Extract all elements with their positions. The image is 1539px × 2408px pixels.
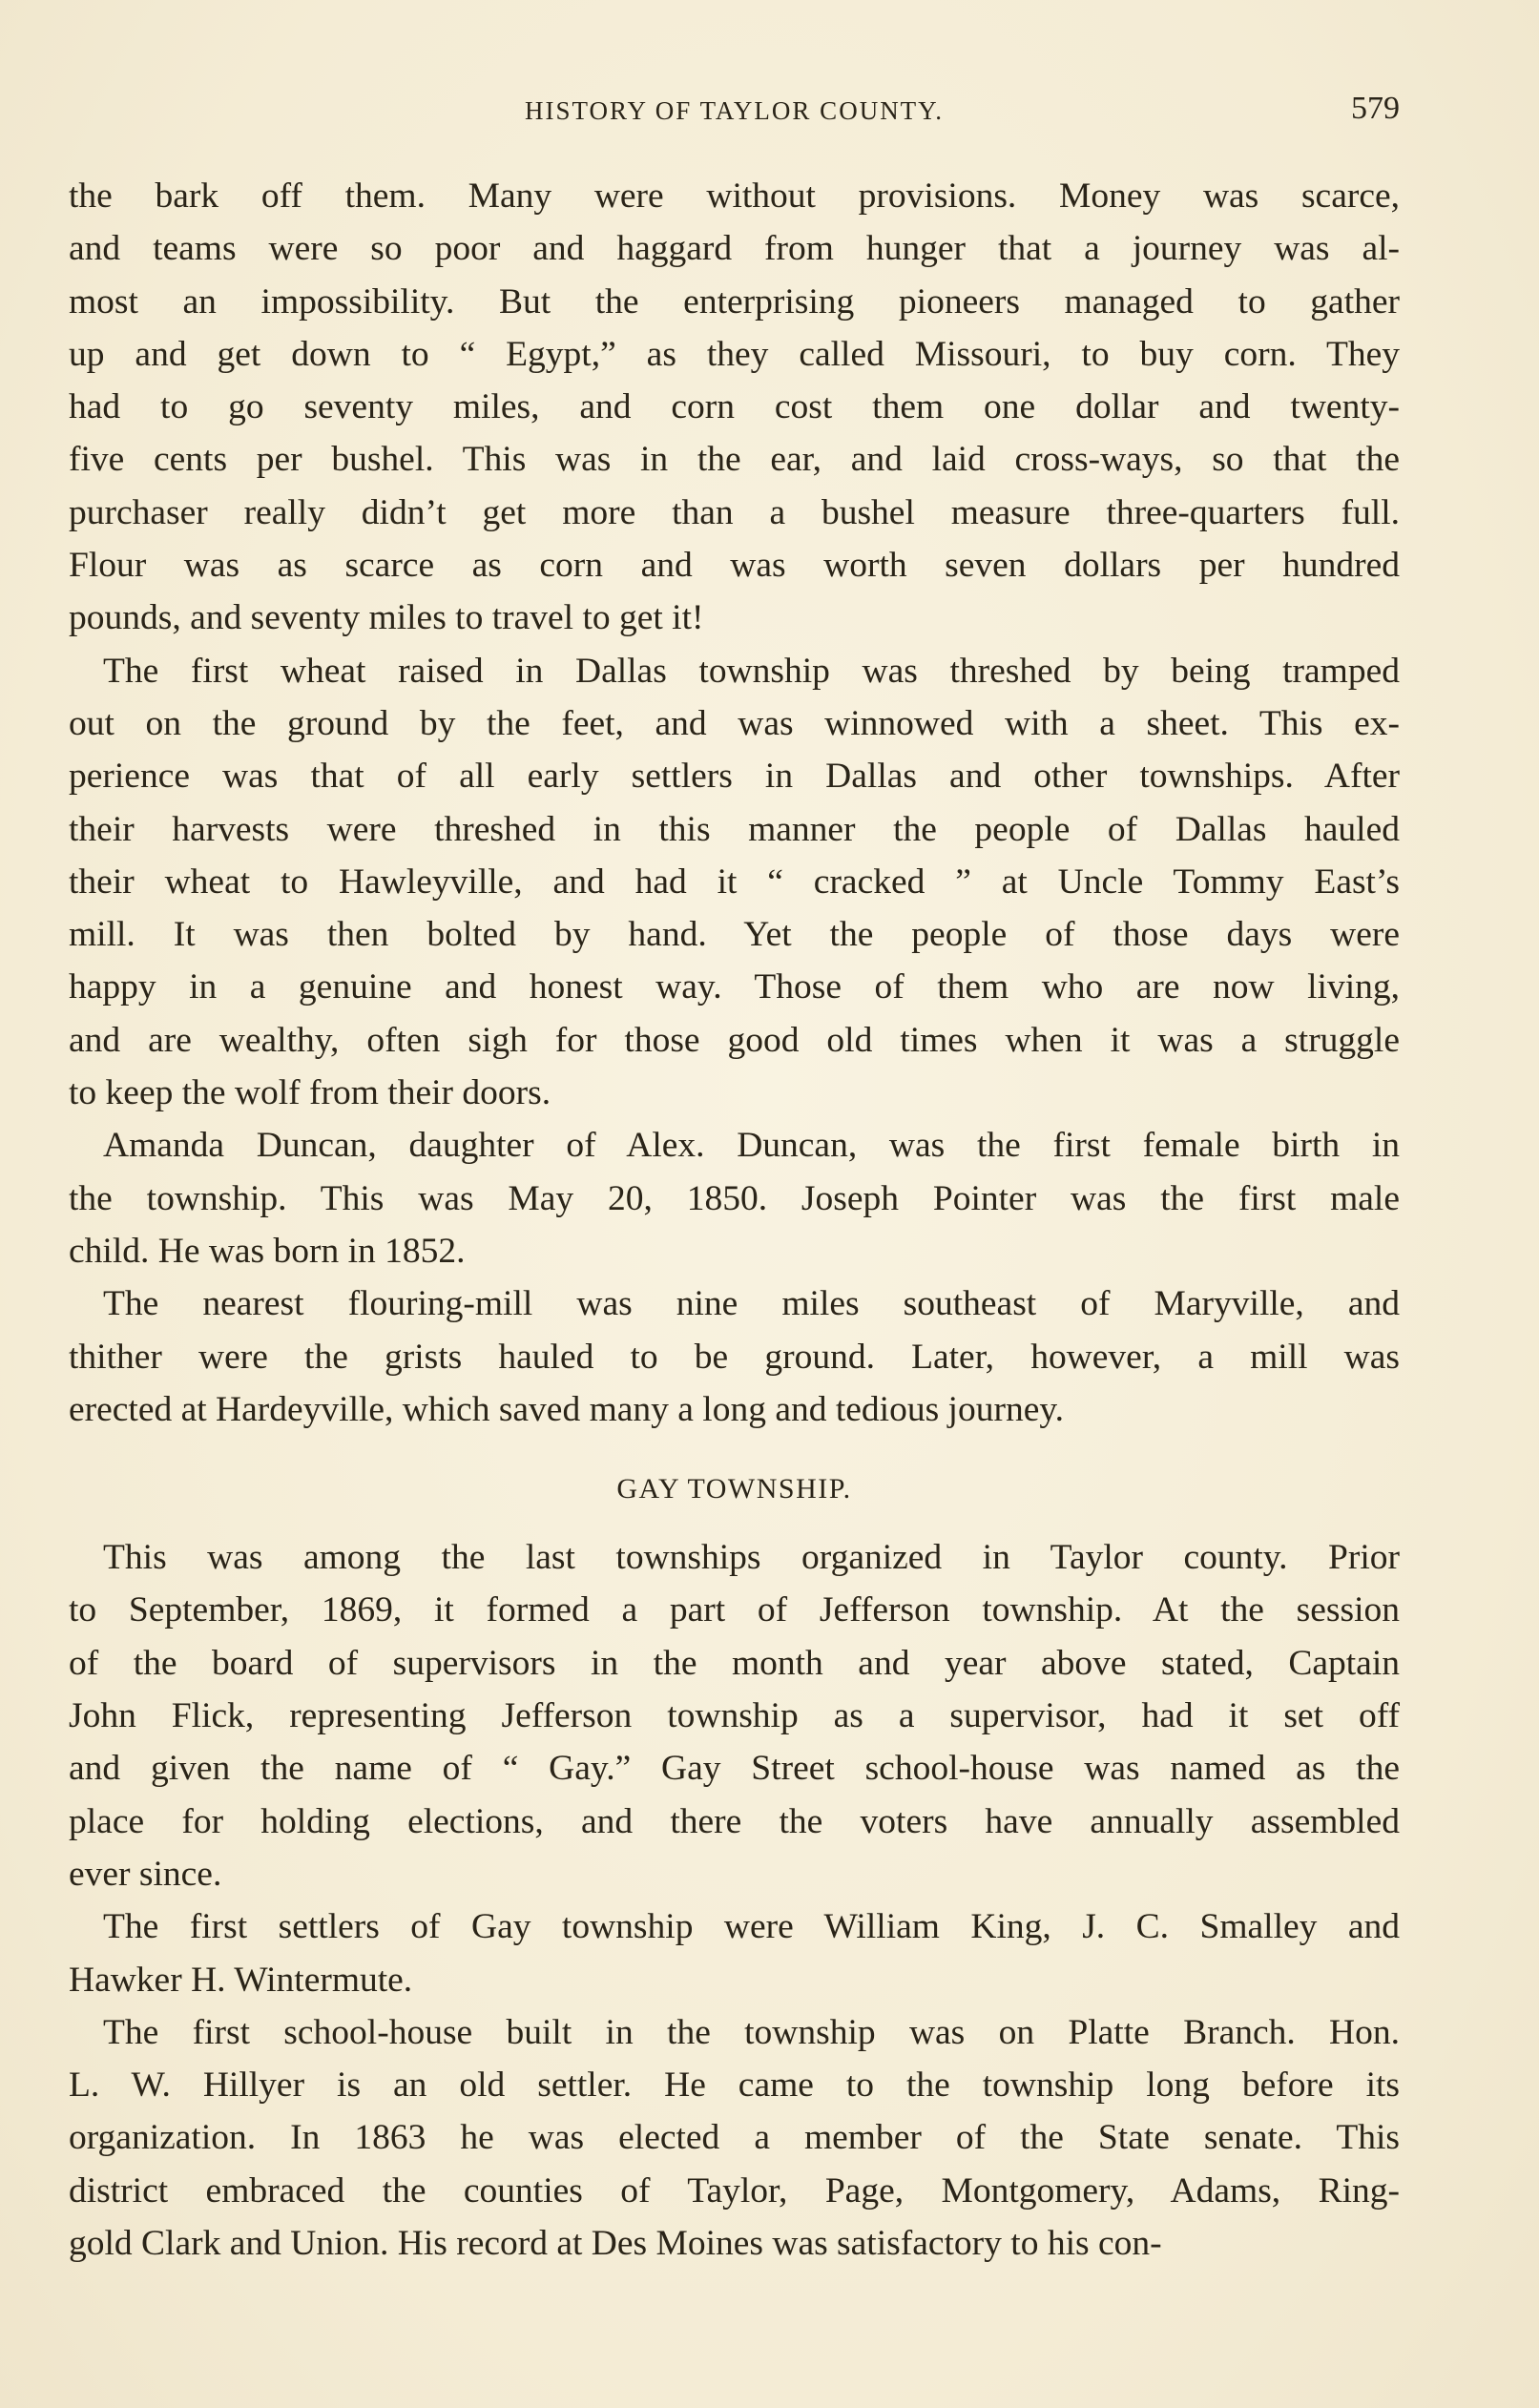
text-line: mill. It was then bolted by hand. Yet the people of those days were <box>69 915 1400 955</box>
text-line: of the board of supervisors in the month and year above stated, Captain <box>69 1643 1400 1683</box>
paragraph-school-house <box>69 2006 1400 2270</box>
paragraph-continued-bark <box>69 170 1400 645</box>
page-number: 579 <box>1351 91 1400 126</box>
text-line: perience was that of all early settlers in Dallas and other townships. After <box>69 757 1400 797</box>
text-line: five cents per bushel. This was in the ear, and laid cross-ways, so that the <box>69 440 1400 480</box>
text-line: thither were the grists hauled to be ground. Later, however, a mill was <box>69 1337 1400 1377</box>
text-line: organization. In 1863 he was elected a member of the State senate. This <box>69 2118 1400 2158</box>
text-line: Flour was as scarce as corn and was worth seven dollars per hundred <box>69 546 1400 586</box>
section-heading: GAY TOWNSHIP. <box>616 1473 852 1505</box>
text-line: out on the ground by the feet, and was winnowed with a sheet. This ex- <box>69 703 1400 743</box>
running-title: HISTORY OF TAYLOR COUNTY. <box>525 96 944 125</box>
text-line: gold Clark and Union. His record at Des Moines was satisfactory to his con- <box>69 2223 1162 2263</box>
text-line: up and get down to “ Egypt,” as they called Missouri, to buy corn. They <box>69 334 1400 374</box>
paragraph-first-wheat <box>69 645 1400 1120</box>
text-line: happy in a genuine and honest way. Those of them who are now living, <box>69 967 1400 1007</box>
text-line: and are wealthy, often sigh for those good old times when it was a struggle <box>69 1020 1400 1060</box>
body-text <box>69 170 1400 2270</box>
running-head <box>69 92 1400 139</box>
text-line: L. W. Hillyer is an old settler. He came to the township long before its <box>69 2065 1400 2106</box>
text-line: John Flick, representing Jefferson township as a supervisor, had it set off <box>69 1696 1400 1736</box>
text-line: The first settlers of Gay township were William King, J. C. Smalley and <box>103 1907 1400 1947</box>
text-line: the bark off them. Many were without provisions. Money was scarce, <box>69 176 1400 216</box>
text-line: the township. This was May 20, 1850. Joseph Pointer was the first male <box>69 1178 1400 1218</box>
text-line: Amanda Duncan, daughter of Alex. Duncan, was the first female birth in <box>103 1126 1400 1166</box>
text-line: pounds, and seventy miles to travel to get it! <box>69 598 704 638</box>
text-line: purchaser really didn’t get more than a bushel measure three-quarters full. <box>69 492 1400 532</box>
text-line: to September, 1869, it formed a part of Jefferson township. At the session <box>69 1590 1400 1630</box>
text-line: ever since. <box>69 1854 222 1894</box>
paragraph-flouring-mill <box>69 1277 1400 1436</box>
text-line: child. He was born in 1852. <box>69 1231 466 1271</box>
text-line: to keep the wolf from their doors. <box>69 1073 551 1113</box>
text-line: Hawker H. Wintermute. <box>69 1960 413 2000</box>
paragraph-first-settlers <box>69 1900 1400 2006</box>
text-line: erected at Hardeyville, which saved many a long and tedious journey. <box>69 1389 1065 1429</box>
paragraph-gay-organization <box>69 1531 1400 1900</box>
text-line: The first wheat raised in Dallas township was threshed by being tramped <box>103 651 1400 691</box>
text-line: The nearest flouring-mill was nine miles southeast of Maryville, and <box>103 1284 1400 1324</box>
text-line: had to go seventy miles, and corn cost them one dollar and twenty- <box>69 387 1400 427</box>
text-line: and teams were so poor and haggard from hunger that a journey was al- <box>69 229 1400 269</box>
text-line: This was among the last townships organized in Taylor county. Prior <box>103 1538 1400 1578</box>
text-line: their harvests were threshed in this manner the people of Dallas hauled <box>69 809 1400 849</box>
paragraph-first-births <box>69 1119 1400 1277</box>
text-line: The first school-house built in the township was on Platte Branch. Hon. <box>103 2012 1400 2052</box>
text-line: most an impossibility. But the enterprising pioneers managed to gather <box>69 281 1400 322</box>
text-line: place for holding elections, and there the voters have annually assembled <box>69 1801 1400 1841</box>
text-line: district embraced the counties of Taylor, Page, Montgomery, Adams, Ring- <box>69 2170 1400 2211</box>
text-line: and given the name of “ Gay.” Gay Street school-house was named as the <box>69 1749 1400 1789</box>
text-line: their wheat to Hawleyville, and had it “ cracked ” at Uncle Tommy East’s <box>69 861 1400 902</box>
